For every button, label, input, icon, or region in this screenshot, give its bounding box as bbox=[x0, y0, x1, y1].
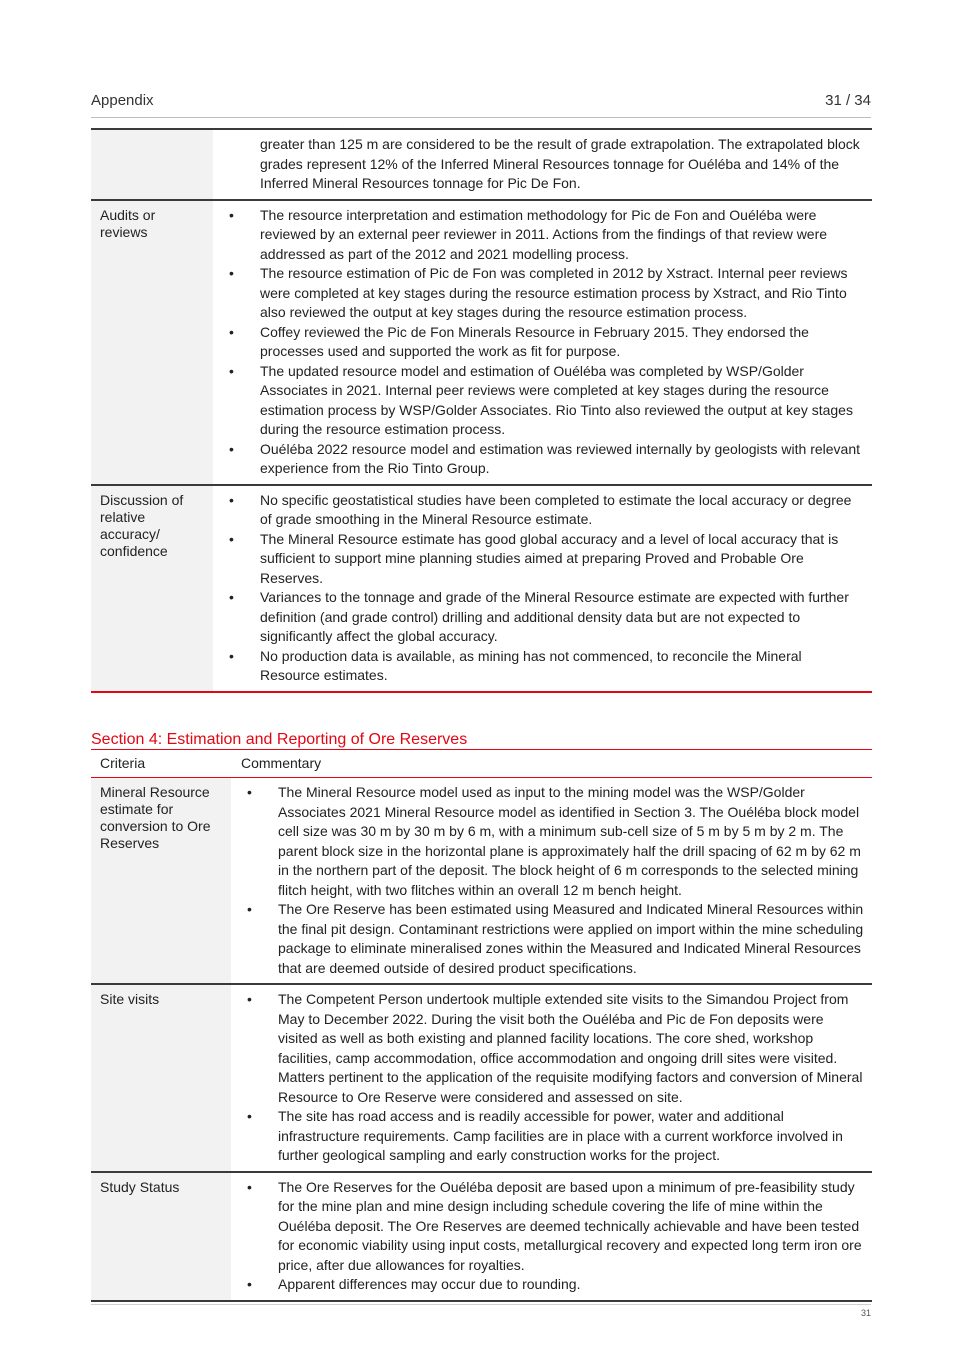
list-item: • The Mineral Resource estimate has good global accuracy and a level of local accuracy that is sufficient to support mine planning studies aimed at preparing Proved and Probable Ore Reserves. bbox=[227, 530, 864, 589]
footer-divider bbox=[91, 1304, 871, 1305]
list-item: • Ouéléba 2022 resource model and estimation was reviewed internally by geologists with relevant experience from the Rio Tinto Group. bbox=[227, 440, 864, 479]
list-item: • The Ore Reserve has been estimated using Measured and Indicated Mineral Resources within the final pit design. Contaminant restrictions were applied on import within the mine scheduling package to eliminate mineralised zones within the Measured and Indicated Mineral Resources that are deemed outside of desired product specifications. bbox=[245, 900, 864, 978]
list-item: • The updated resource model and estimation of Ouéléba was completed by WSP/Golder Associates in 2021. Internal peer reviews were completed at key stages during the resource estimation process by WSP/Golder Associates. Rio Tinto also reviewed the output at key stages during the resource estimation process. bbox=[227, 362, 864, 440]
table-header-row bbox=[91, 752, 872, 778]
criteria-cell: Audits or reviews bbox=[91, 200, 213, 485]
list-item: • The Mineral Resource model used as input to the mining model was the WSP/Golder Associates 2021 Mineral Resource model as identified in Section 3. The Ouéléba block model cell size was 30 m by 30 m by 6 m, with a minimum sub-cell size of 5 m by 5 m by 2 m. The parent block size in the horizontal plane is approximately half the drill spacing of 62 m by 62 m in the northern part of the deposit. The block height of 6 m corresponds to the selected mining flitch height, with two flitches within an overall 12 m bench height. bbox=[245, 783, 864, 900]
list-item: • The Ore Reserves for the Ouéléba deposit are based upon a minimum of pre-feasibility study for the mine plan and mine design including schedule covering the life of mine within the Ouéléba deposit. The Ore Reserves are deemed technically achievable and have been tested for economic viability using input costs, metallurgical recovery and expected long term iron ore price, after due allowances for royalties. bbox=[245, 1178, 864, 1276]
page-header bbox=[91, 92, 871, 112]
column-header-commentary: Commentary bbox=[231, 752, 872, 778]
header-section-title: Appendix bbox=[91, 92, 154, 109]
list-item: • Apparent differences may occur due to rounding. bbox=[245, 1275, 864, 1295]
section4-table bbox=[91, 752, 872, 1302]
criteria-cell: Site visits bbox=[91, 984, 231, 1172]
list-item: • The site has road access and is readily accessible for power, water and additional infrastructure requirements. Camp facilities are in place with a current workforce involved in further geological sampling and early construction works for the project. bbox=[245, 1107, 864, 1166]
list-item: • Coffey reviewed the Pic de Fon Minerals Resource in February 2015. They endorsed the processes used and supported the work as fit for purpose. bbox=[227, 323, 864, 362]
criteria-cell: Study Status bbox=[91, 1172, 231, 1301]
table-row bbox=[91, 778, 872, 985]
table-row bbox=[91, 984, 872, 1172]
table-row bbox=[91, 485, 872, 692]
table-row bbox=[91, 129, 872, 200]
commentary-cell bbox=[231, 984, 872, 1172]
commentary-paragraph: greater than 125 m are considered to be the result of grade extrapolation. The extrapolated block grades represent 12% of the Inferred Mineral Resources tonnage for Ouéléba and 14% of the Inferred Mineral Resources tonnage for Pic De Fon. bbox=[260, 136, 860, 191]
section-4-title: Section 4: Estimation and Reporting of Ore Reserves bbox=[91, 730, 872, 750]
list-item: • The resource interpretation and estimation methodology for Pic de Fon and Ouéléba were reviewed by an external peer reviewer in 2011. Actions from the findings of that review were addressed as part of the 2012 and 2021 modelling process. bbox=[227, 206, 864, 265]
criteria-cell: Mineral Resource estimate for conversion to Ore Reserves bbox=[91, 778, 231, 985]
footer-page-number: 31 bbox=[860, 1308, 871, 1318]
header-page-count: 31 / 34 bbox=[825, 92, 871, 109]
header-divider bbox=[91, 117, 871, 118]
commentary-cell bbox=[213, 129, 872, 200]
criteria-cell: Discussion of relative accuracy/ confidence bbox=[91, 485, 213, 692]
table-row bbox=[91, 200, 872, 485]
column-header-criteria: Criteria bbox=[91, 752, 231, 778]
table-row bbox=[91, 1172, 872, 1301]
list-item: • No production data is available, as mining has not commenced, to reconcile the Mineral Resource estimates. bbox=[227, 647, 864, 686]
list-item: • The resource estimation of Pic de Fon was completed in 2012 by Xstract. Internal peer reviews were completed at key stages during the resource estimation process by Xstract, and Rio Tinto also reviewed the output at key stages during the resource estimation process. bbox=[227, 264, 864, 323]
commentary-cell bbox=[213, 485, 872, 692]
commentary-cell bbox=[231, 778, 872, 985]
list-item: • No specific geostatistical studies have been completed to estimate the local accuracy or degree of grade smoothing in the Mineral Resource estimate. bbox=[227, 491, 864, 530]
commentary-cell bbox=[231, 1172, 872, 1301]
criteria-cell bbox=[91, 129, 213, 200]
list-item: • The Competent Person undertook multiple extended site visits to the Simandou Project from May to December 2022. During the visit both the Ouéléba and Pic de Fon deposits were visited as well as both existing and planned facility locations. The core shed, workshop facilities, camp accommodation, office accommodation and ongoing drill sites were visited. Matters pertinent to the application of the requisite modifying factors and conversion of Mineral Resource to Ore Reserve were considered and assessed on site. bbox=[245, 990, 864, 1107]
section3-table-continued bbox=[91, 128, 872, 693]
list-item: • Variances to the tonnage and grade of the Mineral Resource estimate are expected with further definition (and grade control) drilling and additional density data but are not expected to significantly affect the global accuracy. bbox=[227, 588, 864, 647]
commentary-cell bbox=[213, 200, 872, 485]
